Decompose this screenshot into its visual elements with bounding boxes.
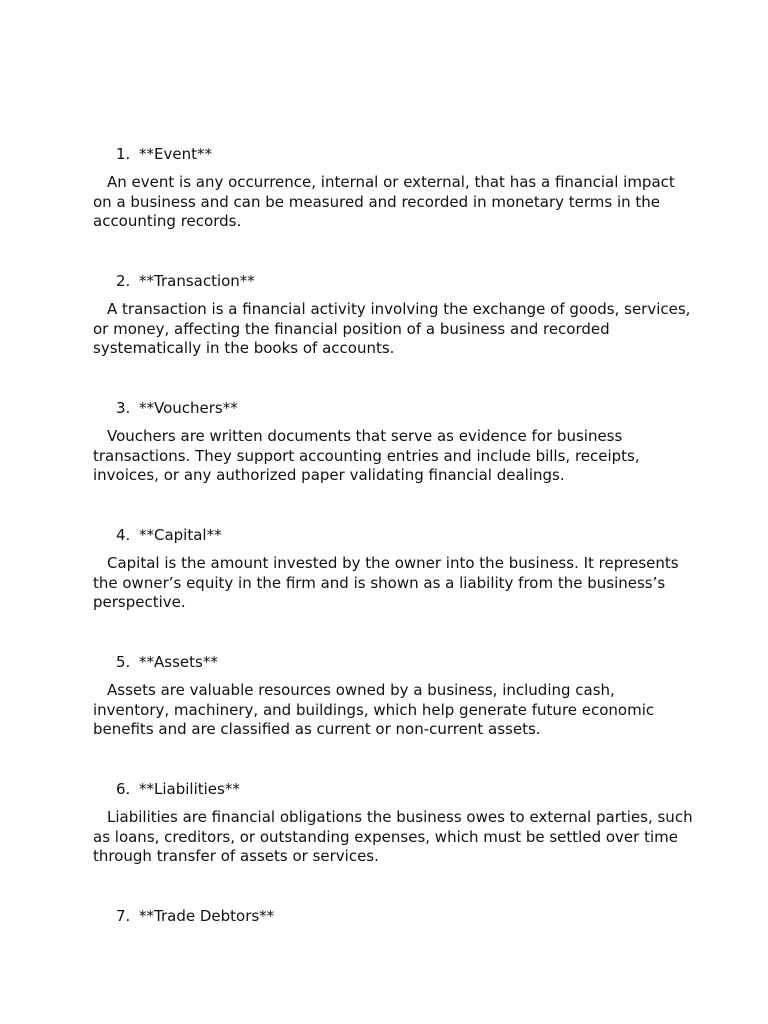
item-heading xyxy=(116,779,240,799)
item-heading xyxy=(116,652,218,672)
item-definition: Assets are valuable resources owned by a business, including cash, inventory, machinery, and buildings, which help generate future economic benefits and are classified as current or non-current assets. xyxy=(93,681,655,739)
item-title: **Capital** xyxy=(139,526,222,544)
item-number: 1. xyxy=(116,145,131,163)
item-heading xyxy=(116,144,212,164)
item-number: 7. xyxy=(116,907,131,925)
item-heading xyxy=(116,271,255,291)
item-number: 6. xyxy=(116,780,131,798)
item-definition: An event is any occurrence, internal or external, that has a financial impact on a business and can be measured and recorded in monetary terms in the accounting records. xyxy=(93,173,675,231)
item-title: **Assets** xyxy=(139,653,218,671)
item-definition: Vouchers are written documents that serve as evidence for business transactions. They support accounting entries and include bills, receipts, invoices, or any authorized paper validating financial dealings. xyxy=(93,427,640,485)
item-title: **Event** xyxy=(139,145,212,163)
item-number: 3. xyxy=(116,399,131,417)
item-title: **Trade Debtors** xyxy=(139,907,275,925)
item-heading xyxy=(116,906,274,926)
item-number: 4. xyxy=(116,526,131,544)
item-title: **Liabilities** xyxy=(139,780,240,798)
item-title: **Vouchers** xyxy=(139,399,238,417)
item-definition: A transaction is a financial activity involving the exchange of goods, services, or money, affecting the financial position of a business and recorded systematically in the books of accounts. xyxy=(93,300,691,358)
item-number: 2. xyxy=(116,272,131,290)
item-title: **Transaction** xyxy=(139,272,255,290)
item-definition: Capital is the amount invested by the owner into the business. It represents the owner’s equity in the firm and is shown as a liability from the business’s perspective. xyxy=(93,554,679,612)
item-definition: Liabilities are financial obligations the business owes to external parties, such as loans, creditors, or outstanding expenses, which must be settled over time through transfer of assets or services. xyxy=(93,808,693,866)
item-heading xyxy=(116,398,238,418)
item-number: 5. xyxy=(116,653,131,671)
item-heading xyxy=(116,525,222,545)
